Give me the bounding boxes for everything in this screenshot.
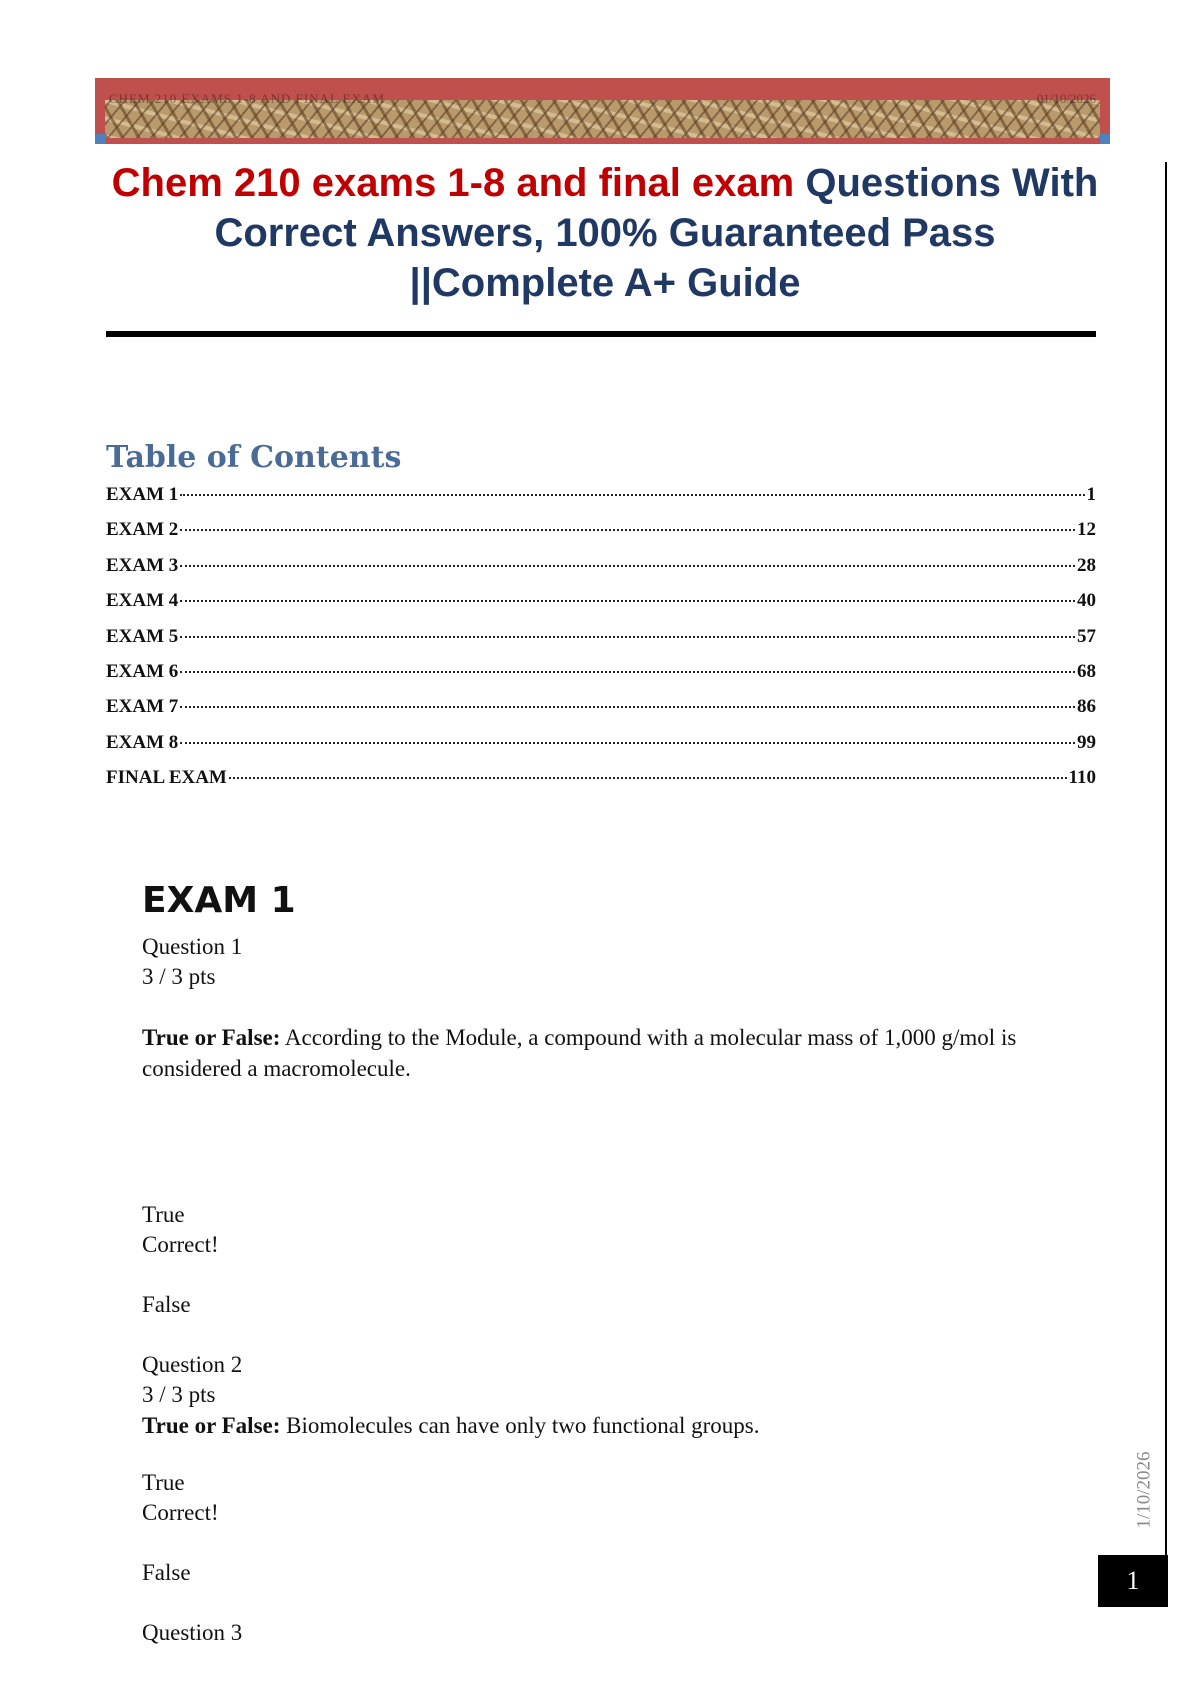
question-2-prefix: True or False: (142, 1413, 281, 1438)
toc-entry-label: EXAM 7 (106, 696, 179, 718)
banner-accent-right (1100, 134, 1110, 144)
question-1-text (142, 1022, 1042, 1084)
toc-leader (180, 636, 1075, 638)
question-2-option-true[interactable]: True (142, 1470, 185, 1495)
document-title-red: Chem 210 exams 1-8 and final exam (111, 161, 795, 205)
question-1-option-false[interactable]: False (142, 1292, 191, 1317)
toc-entry-page: 86 (1077, 696, 1096, 718)
question-1-feedback: Correct! (142, 1232, 219, 1257)
document-title-blue: Questions With Correct Answers, 100% Guaranteed Pass ||Complete A+ Guide (214, 161, 1099, 305)
toc-entry-exam-7[interactable] (106, 696, 1096, 731)
toc-leader (180, 671, 1075, 673)
toc-entry-label: EXAM 6 (106, 660, 179, 682)
page-number-badge: 1 (1098, 1555, 1168, 1607)
question-1-number: Question 1 (142, 934, 243, 959)
toc-entry-page: 12 (1077, 519, 1096, 541)
question-1-body: According to the Module, a compound with a molecular mass of 1,000 g/mol is considered a macromolecule. (142, 1025, 1017, 1081)
toc-entry-page: 28 (1077, 554, 1096, 576)
toc-entry-label: EXAM 2 (106, 519, 179, 541)
toc-entry-exam-3[interactable] (106, 555, 1096, 590)
toc-entry-label: EXAM 3 (106, 554, 179, 576)
table-of-contents (106, 484, 1096, 803)
toc-entry-page: 40 (1077, 590, 1096, 612)
title-rule (106, 331, 1096, 337)
toc-leader (180, 494, 1084, 496)
question-3-number: Question 3 (142, 1620, 243, 1645)
question-1-points: 3 / 3 pts (142, 964, 216, 989)
running-header-title: CHEM 210 EXAMS 1-8 AND FINAL EXAM (109, 91, 385, 106)
toc-entry-exam-2[interactable] (106, 519, 1096, 554)
toc-entry-page: 68 (1077, 660, 1096, 682)
toc-leader (180, 529, 1075, 531)
toc-leader (180, 706, 1075, 708)
banner-accent-left (95, 134, 105, 144)
toc-entry-label: EXAM 1 (106, 484, 179, 505)
toc-entry-label: EXAM 8 (106, 731, 179, 753)
document-title (110, 158, 1100, 308)
toc-entry-label: FINAL EXAM (106, 767, 227, 789)
toc-entry-exam-5[interactable] (106, 626, 1096, 661)
toc-leader (180, 600, 1075, 602)
page-right-border (1165, 162, 1167, 1592)
side-date (1130, 1440, 1160, 1540)
toc-leader (180, 742, 1075, 744)
toc-entry-page: 1 (1086, 484, 1096, 505)
toc-entry-page: 110 (1068, 767, 1096, 789)
toc-heading: Table of Contents (106, 440, 402, 475)
side-date-text: 1/10/2026 (1134, 1451, 1155, 1529)
exam-1-heading: EXAM 1 (142, 880, 296, 921)
question-2-text (142, 1410, 1042, 1441)
question-2-body: Biomolecules can have only two functional groups. (280, 1413, 760, 1438)
header-banner (95, 78, 1110, 144)
toc-entry-exam-4[interactable] (106, 590, 1096, 625)
toc-leader (229, 777, 1067, 779)
toc-leader (180, 565, 1075, 567)
toc-entry-page: 57 (1077, 625, 1096, 647)
question-2-number: Question 2 (142, 1352, 243, 1377)
question-1-prefix: True or False: (142, 1025, 281, 1050)
toc-entry-exam-8[interactable] (106, 732, 1096, 767)
question-2-option-false[interactable]: False (142, 1560, 191, 1585)
question-1-option-true[interactable]: True (142, 1202, 185, 1227)
running-header-date: 01/10/2026 (1036, 91, 1096, 106)
toc-entry-label: EXAM 5 (106, 625, 179, 647)
toc-entry-page: 99 (1077, 731, 1096, 753)
question-2-points: 3 / 3 pts (142, 1382, 216, 1407)
toc-entry-exam-1[interactable] (106, 484, 1096, 519)
toc-entry-final-exam[interactable] (106, 767, 1096, 802)
toc-entry-label: EXAM 4 (106, 590, 179, 612)
toc-entry-exam-6[interactable] (106, 661, 1096, 696)
question-2-feedback: Correct! (142, 1500, 219, 1525)
